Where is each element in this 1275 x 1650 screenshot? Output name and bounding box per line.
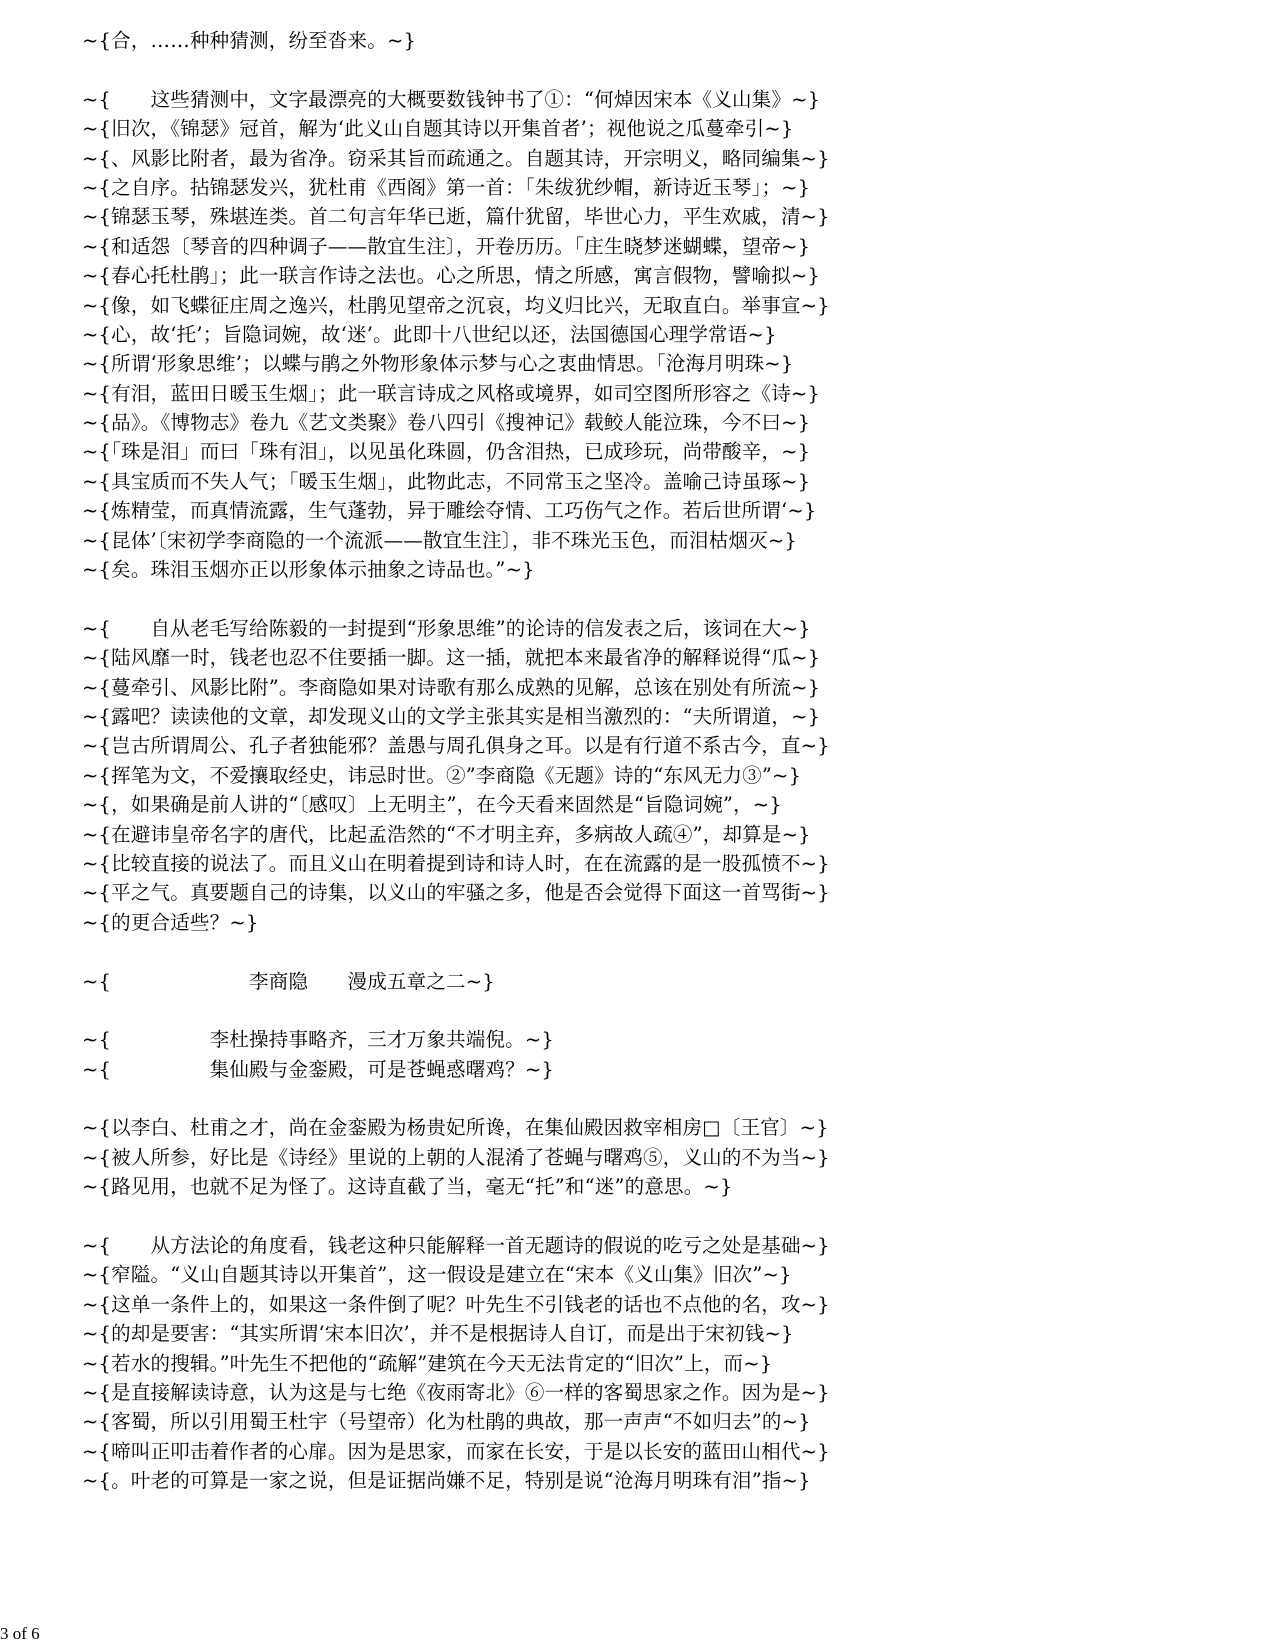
poem-line: ~{ 集仙殿与金銮殿，可是苍蝇惑曙鸡？~} (82, 1057, 554, 1081)
paragraph-gap (82, 937, 1202, 966)
paragraph-gap (82, 1084, 1202, 1113)
text-line: ~{旧次，《锦瑟》冠首，解为‘此义山自题其诗以开集首者’；视他说之瓜蔓牵引~} (82, 117, 794, 141)
text-line: ~{啼叫正叩击着作者的心扉。因为是思家，而家在长安，于是以长安的蓝田山相代~} (82, 1439, 830, 1463)
text-line: ~{具宝质而不失人气；「暖玉生烟」，此物此志，不同常玉之坚冷。盖喻己诗虽琢~} (82, 469, 811, 493)
text-line: ~{露吧？读读他的文章，却发现义山的文学主张其实是相当激烈的：“夫所谓道，~} (82, 704, 821, 728)
text-line: ~{若水的搜辑。”叶先生不把他的“疏解”建筑在今天无法肯定的“旧次”上，而~} (82, 1351, 773, 1375)
text-line: ~{合，……种种猜测，纷至沓来。~} (82, 29, 417, 52)
text-line: ~{。叶老的可算是一家之说，但是证据尚嫌不足，特别是说“沧海月明珠有泪”指~} (82, 1469, 811, 1493)
text-line: ~{这单一条件上的，如果这一条件倒了呢？叶先生不引钱老的话也不点他的名，攻~} (82, 1292, 830, 1316)
paragraph-gap (82, 584, 1202, 613)
text-line: ~{挥笔为文，不爱攘取经史，讳忌时世。②”李商隐《无题》诗的“东风无力③”~} (82, 763, 802, 787)
text-line: ~{所谓‘形象思维’；以蝶与鹃之外物形象体示梦与心之衷曲情思。「沧海月明珠~} (82, 352, 794, 376)
text-line: ~{窄隘。“义山自题其诗以开集首”，这一假设是建立在“宋本《义山集》旧次”~} (82, 1263, 792, 1287)
text-line: ~{ 自从老毛写给陈毅的一封提到“形象思维”的论诗的信发表之后，该词在大~} (82, 616, 811, 640)
text-line: ~{客蜀，所以引用蜀王杜宇（号望帝）化为杜鹃的典故，那一声声“不如归去”的~} (82, 1410, 811, 1434)
text-line: ~{炼精莹，而真情流露，生气蓬勃，异于雕绘夺情、工巧伤气之作。若后世所谓‘~} (82, 499, 817, 523)
text-line: ~{锦瑟玉琴，殊堪连类。首二句言年华已逝，篇什犹留，毕世心力，平生欢戚，清~} (82, 205, 830, 229)
text-line: ~{的却是要害：“其实所谓‘宋本旧次’，并不是根据诗人自订，而是出于宋初钱~} (82, 1322, 794, 1346)
page-number: 3 of 6 (0, 1624, 40, 1643)
text-line: ~{以李白、杜甫之才，尚在金銮殿为杨贵妃所谗，在集仙殿因救宰相房□〔王官〕~} (82, 1116, 829, 1140)
text-line: ~{是直接解读诗意，认为这是与七绝《夜雨寄北》⑥一样的客蜀思家之作。因为是~} (82, 1380, 830, 1404)
paragraph-gap (82, 1202, 1202, 1231)
text-line: ~{在避讳皇帝名字的唐代，比起孟浩然的“不才明主弃，多病故人疏④”，却算是~} (82, 822, 811, 846)
document-body (82, 26, 1202, 1496)
text-line: ~{比较直接的说法了。而且义山在明着提到诗和诗人时，在在流露的是一股孤愤不~} (82, 851, 830, 875)
poem-title: ~{ 李商隐 漫成五章之二~} (82, 969, 495, 993)
text-line: ~{心，故‘托’；旨隐词婉，故‘迷’。此即十八世纪以还，法国德国心理学常语~} (82, 322, 777, 346)
text-line: ~{ 这些猜测中，文字最漂亮的大概要数钱钟书了①：“何焯因宋本《义山集》~} (82, 87, 821, 111)
text-line: ~{蔓牵引、风影比附”。李商隐如果对诗歌有那么成熟的见解，总该在别处有所流~} (82, 675, 821, 699)
text-line: ~{，如果确是前人讲的“〔感叹〕上无明主”，在今天看来固然是“旨隐词婉”，~} (82, 793, 782, 817)
text-line: ~{和适怨〔琴音的四种调子——散宜生注〕，开卷历历。「庄生晓梦迷蝴蝶，望帝~} (82, 234, 811, 258)
text-line: ~{陆风靡一时，钱老也忍不住要插一脚。这一插，就把本来最省净的解释说得“瓜~} (82, 646, 821, 670)
text-line: ~{春心托杜鹃」；此一联言作诗之法也。心之所思，情之所感，寓言假物，譬喻拟~} (82, 264, 821, 288)
text-line: ~{像，如飞蝶征庄周之逸兴，杜鹃见望帝之沉哀，均义归比兴，无取直白。举事宣~} (82, 293, 830, 317)
text-line: ~{有泪，蓝田日暖玉生烟」；此一联言诗成之风格或境界，如司空图所形容之《诗~} (82, 381, 821, 405)
text-line: ~{品》。《博物志》卷九《艺文类聚》卷八四引《搜神记》载鲛人能泣珠，今不曰~} (82, 411, 811, 435)
paragraph-gap (82, 996, 1202, 1025)
text-line: ~{被人所参，好比是《诗经》里说的上朝的人混淆了苍蝇与曙鸡⑤，义山的不为当~} (82, 1145, 830, 1169)
text-line: ~{岂古所谓周公、孔子者独能邪？盖愚与周孔俱身之耳。以是有行道不系古今，直~} (82, 734, 830, 758)
text-line: ~{ 从方法论的角度看，钱老这种只能解释一首无题诗的假说的吃亏之处是基础~} (82, 1234, 830, 1258)
paragraph-gap (82, 55, 1202, 84)
text-line: ~{平之气。真要题自己的诗集，以义山的牢骚之多，他是否会觉得下面这一首骂街~} (82, 881, 830, 905)
text-line: ~{、风影比附者，最为省净。窃采其旨而疏通之。自题其诗，开宗明义，略同编集~} (82, 146, 830, 170)
text-line: ~{「珠是泪」而曰「珠有泪」，以见虽化珠圆，仍含泪热，已成珍玩，尚带酸辛，~} (82, 440, 811, 464)
text-line: ~{昆体’〔宋初学李商隐的一个流派——散宜生注〕，非不珠光玉色，而泪枯烟灭~} (82, 528, 797, 552)
text-line: ~{之自序。拈锦瑟发兴，犹杜甫《西阁》第一首：「朱绂犹纱帽，新诗近玉琴」；~} (82, 175, 811, 199)
poem-line: ~{ 李杜操持事略齐，三才万象共端倪。~} (82, 1028, 554, 1052)
text-line: ~{路见用，也就不足为怪了。这诗直截了当，毫无“托”和“迷”的意思。~} (82, 1175, 733, 1199)
text-line: ~{矣。珠泪玉烟亦正以形象体示抽象之诗品也。”~} (82, 558, 535, 582)
text-line: ~{的更合适些？~} (82, 910, 259, 934)
